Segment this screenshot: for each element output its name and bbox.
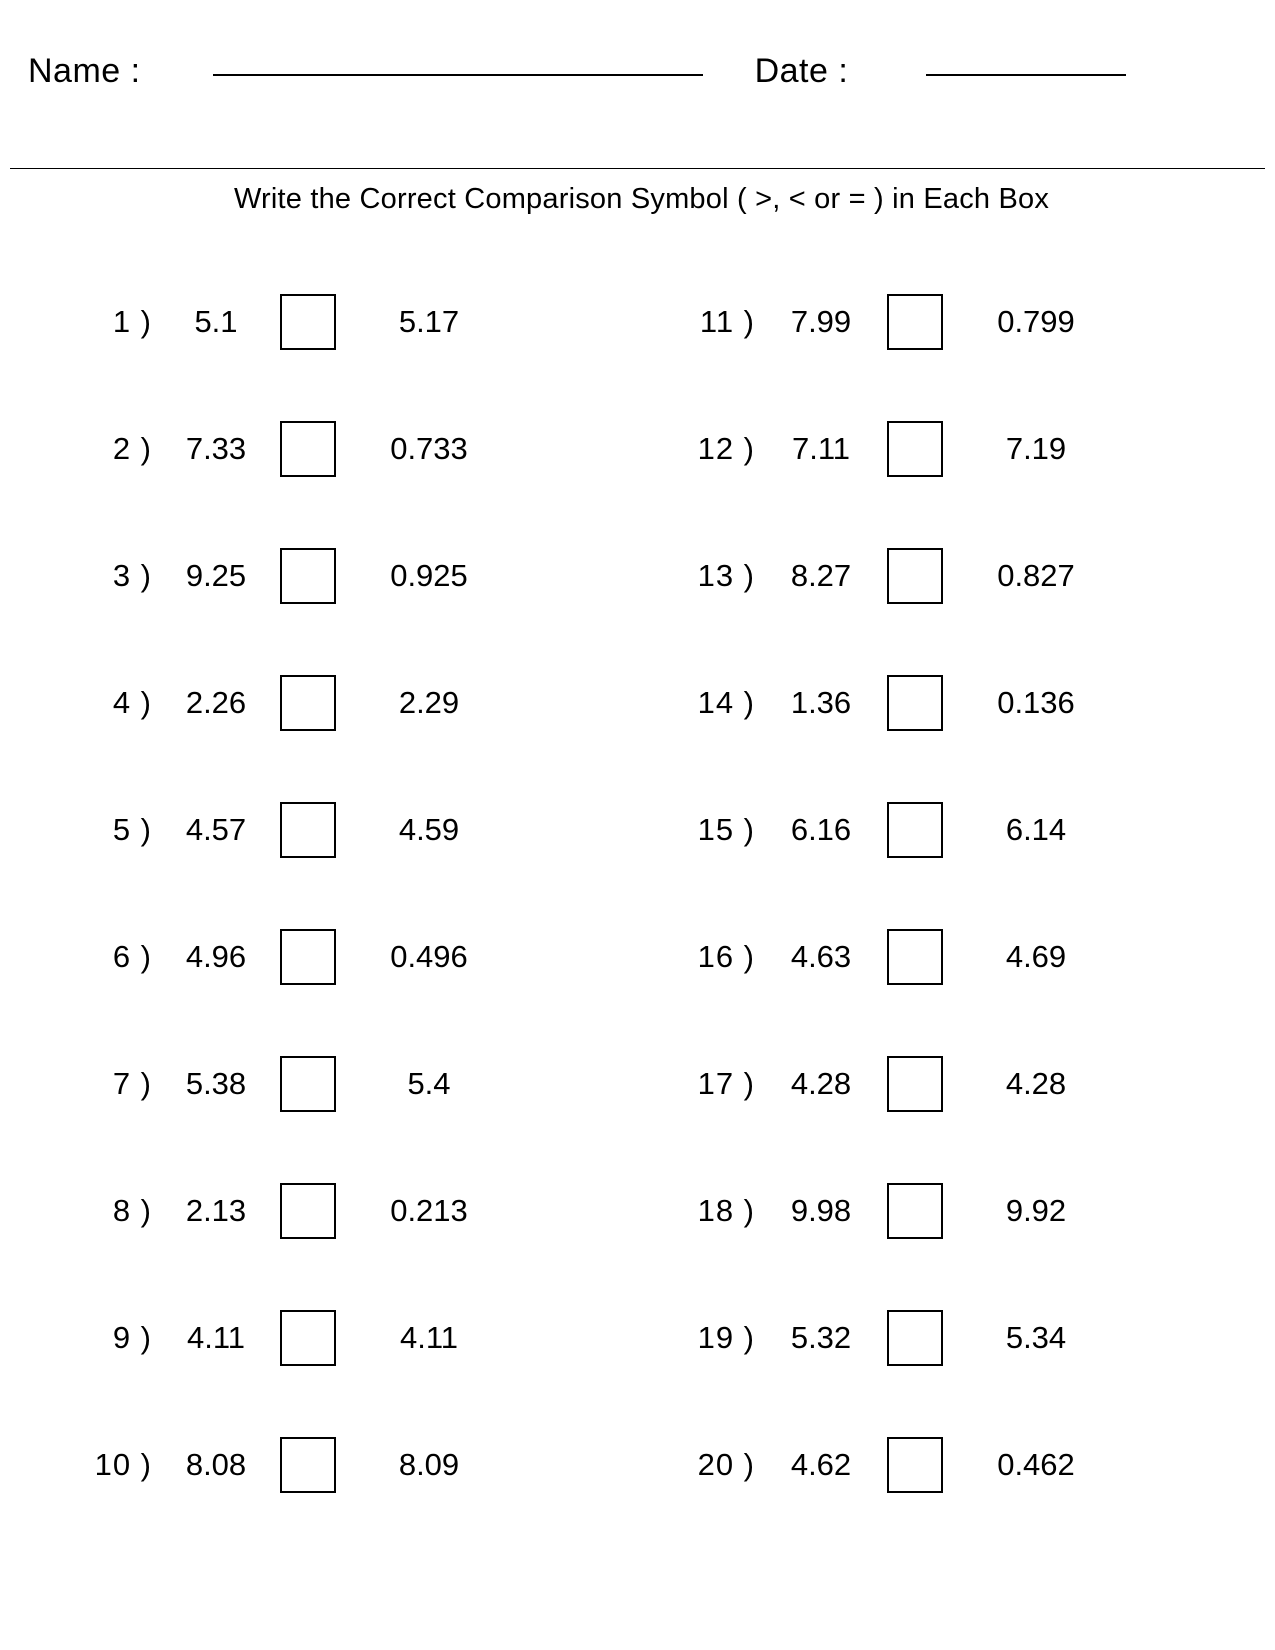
problem-number: 2 ): [112, 430, 152, 466]
problem-number: 19 ): [697, 1319, 755, 1355]
problem-column-right: [637, 258, 1274, 1528]
left-operand: 2.26: [185, 684, 247, 720]
answer-box[interactable]: [887, 294, 943, 350]
left-operand: 4.11: [186, 1319, 246, 1355]
left-operand: 5.32: [790, 1319, 852, 1355]
answer-box[interactable]: [280, 1056, 336, 1112]
problem-number: 13 ): [697, 557, 755, 593]
right-operand: 0.136: [997, 684, 1075, 720]
left-operand: 4.57: [185, 811, 247, 847]
problem-number: 7 ): [112, 1065, 152, 1101]
problem-row: [647, 258, 1274, 385]
problem-column-left: [0, 258, 637, 1528]
answer-box[interactable]: [887, 1437, 943, 1493]
date-label: Date :: [754, 52, 849, 90]
problem-number: 20 ): [697, 1446, 755, 1482]
answer-box[interactable]: [887, 1056, 943, 1112]
problem-row: [647, 766, 1274, 893]
answer-box[interactable]: [887, 1310, 943, 1366]
problem-row: [60, 1147, 637, 1274]
answer-box[interactable]: [887, 802, 943, 858]
problem-row: [647, 512, 1274, 639]
answer-box[interactable]: [280, 1183, 336, 1239]
left-operand: 7.11: [791, 430, 851, 466]
problem-number: 1 ): [112, 303, 152, 339]
problem-number: 3 ): [112, 557, 152, 593]
answer-box[interactable]: [887, 421, 943, 477]
left-operand: 9.25: [185, 557, 247, 593]
problem-number: 11 ): [699, 303, 755, 339]
right-operand: 7.19: [1005, 430, 1067, 466]
problem-row: [647, 385, 1274, 512]
problem-row: [647, 639, 1274, 766]
header-divider: [10, 168, 1265, 169]
problem-number: 5 ): [112, 811, 152, 847]
problem-row: [647, 893, 1274, 1020]
problem-grid: [0, 258, 1275, 1528]
answer-box[interactable]: [280, 802, 336, 858]
problem-row: [647, 1401, 1274, 1528]
left-operand: 8.08: [185, 1446, 247, 1482]
answer-box[interactable]: [887, 929, 943, 985]
right-operand: 0.799: [997, 303, 1075, 339]
name-label: Name :: [28, 52, 141, 90]
right-operand: 0.462: [997, 1446, 1075, 1482]
left-operand: 7.99: [790, 303, 852, 339]
answer-box[interactable]: [280, 294, 336, 350]
left-operand: 8.27: [790, 557, 852, 593]
name-input-line[interactable]: [213, 74, 703, 76]
left-operand: 9.98: [790, 1192, 852, 1228]
left-operand: 5.38: [185, 1065, 247, 1101]
problem-number: 18 ): [697, 1192, 755, 1228]
right-operand: 0.496: [390, 938, 468, 974]
problem-row: [60, 639, 637, 766]
problem-number: 6 ): [112, 938, 152, 974]
left-operand: 5.1: [194, 303, 238, 339]
right-operand: 5.34: [1005, 1319, 1067, 1355]
left-operand: 4.28: [790, 1065, 852, 1101]
right-operand: 0.827: [997, 557, 1075, 593]
right-operand: 4.28: [1005, 1065, 1067, 1101]
problem-row: [60, 893, 637, 1020]
answer-box[interactable]: [280, 421, 336, 477]
problem-number: 9 ): [112, 1319, 152, 1355]
date-input-line[interactable]: [926, 74, 1126, 76]
right-operand: 0.733: [390, 430, 468, 466]
problem-row: [60, 385, 637, 512]
left-operand: 4.96: [185, 938, 247, 974]
answer-box[interactable]: [280, 548, 336, 604]
right-operand: 8.09: [398, 1446, 460, 1482]
left-operand: 4.62: [790, 1446, 852, 1482]
problem-row: [60, 1401, 637, 1528]
answer-box[interactable]: [887, 675, 943, 731]
left-operand: 6.16: [790, 811, 852, 847]
left-operand: 7.33: [185, 430, 247, 466]
right-operand: 0.213: [390, 1192, 468, 1228]
right-operand: 0.925: [390, 557, 468, 593]
right-operand: 4.11: [399, 1319, 459, 1355]
problem-number: 10 ): [94, 1446, 152, 1482]
answer-box[interactable]: [887, 1183, 943, 1239]
instruction-text: [0, 183, 1275, 216]
problem-number: 17 ): [697, 1065, 755, 1101]
problem-number: 15 ): [697, 811, 755, 847]
answer-box[interactable]: [887, 548, 943, 604]
problem-row: [60, 512, 637, 639]
right-operand: 4.59: [398, 811, 460, 847]
right-operand: 5.17: [398, 303, 460, 339]
left-operand: 2.13: [185, 1192, 247, 1228]
problem-row: [60, 766, 637, 893]
problem-number: 16 ): [697, 938, 755, 974]
left-operand: 1.36: [790, 684, 852, 720]
problem-row: [647, 1020, 1274, 1147]
right-operand: 5.4: [407, 1065, 451, 1101]
worksheet-header: [0, 0, 1275, 91]
instruction-label: Write the Correct Comparison Symbol ( >, < or = ) in Each Box: [233, 183, 1050, 215]
problem-row: [60, 1274, 637, 1401]
problem-row: [647, 1147, 1274, 1274]
answer-box[interactable]: [280, 1310, 336, 1366]
right-operand: 9.92: [1005, 1192, 1067, 1228]
problem-number: 12 ): [697, 430, 755, 466]
problem-row: [60, 258, 637, 385]
problem-row: [647, 1274, 1274, 1401]
problem-row: [60, 1020, 637, 1147]
answer-box[interactable]: [280, 929, 336, 985]
right-operand: 2.29: [398, 684, 460, 720]
answer-box[interactable]: [280, 675, 336, 731]
right-operand: 6.14: [1005, 811, 1067, 847]
answer-box[interactable]: [280, 1437, 336, 1493]
problem-number: 14 ): [697, 684, 755, 720]
problem-number: 4 ): [112, 684, 152, 720]
left-operand: 4.63: [790, 938, 852, 974]
problem-number: 8 ): [112, 1192, 152, 1228]
right-operand: 4.69: [1005, 938, 1067, 974]
